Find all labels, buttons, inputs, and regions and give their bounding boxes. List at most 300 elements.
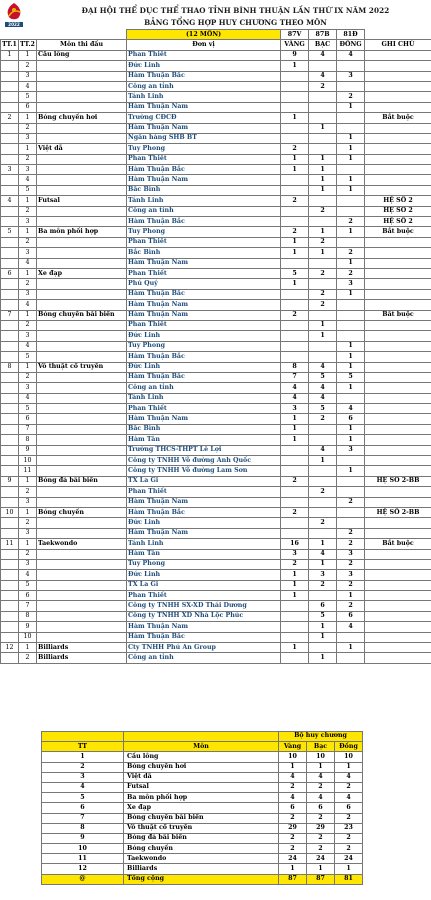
medal-detail-table xyxy=(0,29,431,664)
row-tt2: 6 xyxy=(19,414,37,424)
row-gold: 3 xyxy=(281,404,309,414)
row-sport xyxy=(37,123,127,133)
row-unit: Hàm Thuận Bắc xyxy=(127,372,281,382)
row-gold xyxy=(281,487,309,497)
row-tt2: 7 xyxy=(19,424,37,434)
row-gold xyxy=(281,206,309,216)
row-tt2: 3 xyxy=(19,133,37,143)
row-unit: Hàm Thuận Bắc xyxy=(127,352,281,362)
row-note xyxy=(365,570,431,580)
summary-row xyxy=(42,813,363,823)
medal-row xyxy=(1,404,431,414)
row-tt1 xyxy=(1,414,19,424)
row-unit: Bắc Bình xyxy=(127,248,281,258)
row-gold: 7 xyxy=(281,372,309,382)
sum-sport: Xe đạp xyxy=(124,803,279,813)
sum-tt: 1 xyxy=(42,752,124,762)
row-silver: 1 xyxy=(309,559,337,569)
row-bronze: 1 xyxy=(337,258,365,268)
row-unit: Đức Linh xyxy=(127,518,281,528)
row-sport: Taekwondo xyxy=(37,539,127,549)
row-gold xyxy=(281,601,309,611)
row-silver: 4 xyxy=(309,362,337,372)
row-unit: Hàm Thuận Bắc xyxy=(127,632,281,642)
row-tt1 xyxy=(1,528,19,538)
row-note xyxy=(365,71,431,81)
row-tt2: 1 xyxy=(19,227,37,237)
row-sport xyxy=(37,497,127,507)
summary-row xyxy=(42,752,363,762)
row-sport xyxy=(37,175,127,185)
row-tt2: 4 xyxy=(19,393,37,403)
row-tt2: 3 xyxy=(19,497,37,507)
row-tt1: 8 xyxy=(1,362,19,372)
row-note xyxy=(365,154,431,164)
row-silver: 3 xyxy=(309,570,337,580)
row-silver: 1 xyxy=(309,653,337,663)
sum-gold: 24 xyxy=(279,854,307,864)
row-tt1 xyxy=(1,497,19,507)
row-sport xyxy=(37,279,127,289)
row-bronze: 1 xyxy=(337,643,365,653)
row-tt1 xyxy=(1,404,19,414)
row-note xyxy=(365,279,431,289)
row-sport xyxy=(37,71,127,81)
row-gold: 2 xyxy=(281,559,309,569)
row-sport xyxy=(37,92,127,102)
medal-row xyxy=(1,393,431,403)
row-gold: 9 xyxy=(281,50,309,60)
row-silver xyxy=(309,528,337,538)
row-tt2: 3 xyxy=(19,248,37,258)
row-tt1 xyxy=(1,549,19,559)
medal-row xyxy=(1,175,431,185)
row-bronze xyxy=(337,476,365,486)
medal-row xyxy=(1,632,431,642)
row-silver: 2 xyxy=(309,300,337,310)
sum-sport: Bóng chuyền hơi xyxy=(124,762,279,772)
row-unit: Hàm Thuận Nam xyxy=(127,123,281,133)
row-tt1 xyxy=(1,258,19,268)
medal-row xyxy=(1,71,431,81)
row-tt1 xyxy=(1,133,19,143)
row-note xyxy=(365,362,431,372)
row-tt1: 10 xyxy=(1,507,19,517)
row-note: Bắt buộc xyxy=(365,113,431,123)
sum-tt: 9 xyxy=(42,833,124,843)
row-tt1: 9 xyxy=(1,476,19,486)
medal-row xyxy=(1,611,431,621)
sum-silver: 2 xyxy=(307,782,335,792)
row-sport xyxy=(37,611,127,621)
row-tt2: 2 xyxy=(19,237,37,247)
row-unit: Hàm Tân xyxy=(127,549,281,559)
row-silver xyxy=(309,92,337,102)
row-tt1: 6 xyxy=(1,268,19,278)
row-tt1 xyxy=(1,154,19,164)
row-silver xyxy=(309,279,337,289)
row-gold xyxy=(281,258,309,268)
row-note xyxy=(365,237,431,247)
row-tt2: 1 xyxy=(19,310,37,320)
medal-row xyxy=(1,144,431,154)
row-tt2: 3 xyxy=(19,559,37,569)
row-tt1: 3 xyxy=(1,165,19,175)
row-gold: 8 xyxy=(281,362,309,372)
row-bronze: 1 xyxy=(337,133,365,143)
row-gold xyxy=(281,81,309,91)
row-tt1: 1 xyxy=(1,50,19,60)
column-header-row xyxy=(1,40,431,50)
row-unit: Tuy Phong xyxy=(127,559,281,569)
row-tt2: 6 xyxy=(19,102,37,112)
row-sport xyxy=(37,81,127,91)
row-silver: 1 xyxy=(309,248,337,258)
row-silver: 4 xyxy=(309,549,337,559)
page-title: ĐẠI HỘI THỂ DỤC THỂ THAO TỈNH BÌNH THUẬN LẦN THỨ IX NĂM 2022 xyxy=(81,6,390,15)
row-bronze: 1 xyxy=(337,185,365,195)
summary-group-header-row xyxy=(42,732,363,742)
col-bronze-header: ĐỒNG xyxy=(337,40,365,50)
sum-sport: Ba môn phối hợp xyxy=(124,793,279,803)
row-unit: Hàm Thuận Bắc xyxy=(127,71,281,81)
medal-row xyxy=(1,310,431,320)
sum-col-tt-header: TT xyxy=(42,742,124,752)
row-sport xyxy=(37,570,127,580)
row-bronze: 3 xyxy=(337,570,365,580)
medal-row xyxy=(1,445,431,455)
sum-sport: Bóng chuyền xyxy=(124,844,279,854)
row-note xyxy=(365,185,431,195)
row-gold xyxy=(281,175,309,185)
row-tt1 xyxy=(1,289,19,299)
summary-row xyxy=(42,762,363,772)
medal-row xyxy=(1,50,431,60)
row-sport: Bóng chuyền hơi xyxy=(37,113,127,123)
row-tt1 xyxy=(1,383,19,393)
row-silver xyxy=(309,310,337,320)
summary-row xyxy=(42,833,363,843)
row-unit: Hàm Thuận Nam xyxy=(127,300,281,310)
row-tt2: 2 xyxy=(19,372,37,382)
row-unit: Tuy Phong xyxy=(127,144,281,154)
row-bronze xyxy=(337,165,365,175)
row-sport xyxy=(37,61,127,71)
col-gold-header: VÀNG xyxy=(281,40,309,50)
medal-row xyxy=(1,424,431,434)
row-tt1 xyxy=(1,81,19,91)
row-silver: 4 xyxy=(309,50,337,60)
medal-row xyxy=(1,549,431,559)
row-tt2: 3 xyxy=(19,71,37,81)
sum-col-gold-header: Vàng xyxy=(279,742,307,752)
row-silver: 1 xyxy=(309,622,337,632)
row-bronze: 1 xyxy=(337,341,365,351)
row-sport: Việt dã xyxy=(37,144,127,154)
row-unit: Tuy Phong xyxy=(127,227,281,237)
row-unit: Phan Thiết xyxy=(127,50,281,60)
row-sport xyxy=(37,393,127,403)
row-bronze: 1 xyxy=(337,466,365,476)
row-gold xyxy=(281,123,309,133)
row-tt2: 3 xyxy=(19,383,37,393)
row-silver xyxy=(309,133,337,143)
row-sport xyxy=(37,300,127,310)
row-tt2: 1 xyxy=(19,476,37,486)
row-sport: Billiards xyxy=(37,643,127,653)
medal-row xyxy=(1,81,431,91)
row-gold: 1 xyxy=(281,61,309,71)
row-bronze: 1 xyxy=(337,144,365,154)
row-tt2: 9 xyxy=(19,622,37,632)
row-tt1 xyxy=(1,92,19,102)
sum-gold: 4 xyxy=(279,772,307,782)
row-unit: Phan Thiết xyxy=(127,237,281,247)
row-gold: 4 xyxy=(281,393,309,403)
row-tt1 xyxy=(1,341,19,351)
row-gold: 2 xyxy=(281,227,309,237)
sum-bronze: 4 xyxy=(335,772,363,782)
sum-silver: 4 xyxy=(307,793,335,803)
row-tt2: 1 xyxy=(19,113,37,123)
row-tt1: 11 xyxy=(1,539,19,549)
row-silver: 2 xyxy=(309,289,337,299)
page-subtitle: BẢNG TỔNG HỢP HUY CHƯƠNG THEO MÔN xyxy=(144,18,327,27)
row-unit: Bắc Bình xyxy=(127,185,281,195)
row-silver: 2 xyxy=(309,518,337,528)
row-tt1 xyxy=(1,331,19,341)
row-tt2: 4 xyxy=(19,175,37,185)
sum-tt: 12 xyxy=(42,864,124,874)
row-bronze xyxy=(337,487,365,497)
row-bronze: 1 xyxy=(337,362,365,372)
row-sport xyxy=(37,591,127,601)
row-gold xyxy=(281,92,309,102)
row-bronze: 1 xyxy=(337,352,365,362)
medal-row xyxy=(1,206,431,216)
row-unit: Bắc Bình xyxy=(127,424,281,434)
row-bronze: 1 xyxy=(337,591,365,601)
row-unit: Hàm Thuận Nam xyxy=(127,497,281,507)
row-gold: 2 xyxy=(281,476,309,486)
row-bronze xyxy=(337,632,365,642)
row-tt2: 2 xyxy=(19,487,37,497)
row-silver: 1 xyxy=(309,123,337,133)
row-gold xyxy=(281,466,309,476)
sum-bronze: 1 xyxy=(335,864,363,874)
row-note xyxy=(365,591,431,601)
sum-silver: 1 xyxy=(307,864,335,874)
summary-row xyxy=(42,772,363,782)
row-gold: 1 xyxy=(281,154,309,164)
medal-row xyxy=(1,123,431,133)
row-unit: Hàm Thuận Nam xyxy=(127,622,281,632)
row-note xyxy=(365,435,431,445)
row-tt2: 1 xyxy=(19,507,37,517)
row-gold: 1 xyxy=(281,424,309,434)
row-bronze xyxy=(337,300,365,310)
medal-row xyxy=(1,331,431,341)
row-tt2: 1 xyxy=(19,144,37,154)
row-unit: Hàm Thuận Bắc xyxy=(127,507,281,517)
row-gold xyxy=(281,518,309,528)
row-gold xyxy=(281,289,309,299)
row-note xyxy=(365,268,431,278)
row-gold: 16 xyxy=(281,539,309,549)
medal-row xyxy=(1,497,431,507)
row-bronze: 3 xyxy=(337,549,365,559)
row-tt2: 7 xyxy=(19,601,37,611)
row-silver xyxy=(309,258,337,268)
row-note xyxy=(365,466,431,476)
row-note xyxy=(365,424,431,434)
row-silver xyxy=(309,217,337,227)
sum-tt: 3 xyxy=(42,772,124,782)
row-unit: Tánh Linh xyxy=(127,196,281,206)
row-silver: 1 xyxy=(309,227,337,237)
sum-col-bronze-header: Đồng xyxy=(335,742,363,752)
row-tt1 xyxy=(1,352,19,362)
row-sport xyxy=(37,414,127,424)
row-silver: 2 xyxy=(309,268,337,278)
medal-row xyxy=(1,248,431,258)
row-tt1 xyxy=(1,320,19,330)
row-sport xyxy=(37,528,127,538)
row-unit: Cty TNHH Phú An Group xyxy=(127,643,281,653)
row-sport xyxy=(37,559,127,569)
row-tt2: 3 xyxy=(19,289,37,299)
sum-silver: 24 xyxy=(307,854,335,864)
medal-row xyxy=(1,352,431,362)
row-sport xyxy=(37,404,127,414)
row-bronze: 1 xyxy=(337,435,365,445)
row-sport: Bóng đá bãi biển xyxy=(37,476,127,486)
sum-gold: 1 xyxy=(279,864,307,874)
row-gold: 1 xyxy=(281,237,309,247)
row-unit: Hàm Thuận Nam xyxy=(127,258,281,268)
event-logo-icon xyxy=(3,2,25,28)
row-tt1 xyxy=(1,445,19,455)
row-bronze xyxy=(337,237,365,247)
row-bronze xyxy=(337,320,365,330)
row-tt2: 3 xyxy=(19,217,37,227)
row-gold: 1 xyxy=(281,165,309,175)
row-bronze: 1 xyxy=(337,154,365,164)
row-unit: Trường CĐCĐ xyxy=(127,113,281,123)
row-note xyxy=(365,175,431,185)
row-silver xyxy=(309,435,337,445)
row-bronze xyxy=(337,507,365,517)
sum-col-silver-header: Bạc xyxy=(307,742,335,752)
row-bronze: 2 xyxy=(337,528,365,538)
row-tt1 xyxy=(1,61,19,71)
row-note: HỆ SỐ 2 xyxy=(365,206,431,216)
row-bronze: 4 xyxy=(337,622,365,632)
row-tt2: 9 xyxy=(19,445,37,455)
row-sport xyxy=(37,206,127,216)
sum-silver: 2 xyxy=(307,833,335,843)
row-unit: Công an tỉnh xyxy=(127,81,281,91)
summary-row xyxy=(42,823,363,833)
row-note xyxy=(365,559,431,569)
sum-sport: Futsal xyxy=(124,782,279,792)
row-tt1 xyxy=(1,653,19,663)
row-tt2: 2 xyxy=(19,279,37,289)
medal-row xyxy=(1,217,431,227)
sum-bronze: 10 xyxy=(335,752,363,762)
row-gold xyxy=(281,71,309,81)
row-sport xyxy=(37,466,127,476)
row-tt1 xyxy=(1,144,19,154)
row-gold xyxy=(281,611,309,621)
medal-row xyxy=(1,154,431,164)
sum-tt: 4 xyxy=(42,782,124,792)
medal-row xyxy=(1,268,431,278)
row-tt2: 4 xyxy=(19,570,37,580)
row-bronze xyxy=(337,196,365,206)
row-unit: Đức Linh xyxy=(127,331,281,341)
row-gold xyxy=(281,341,309,351)
medal-row xyxy=(1,476,431,486)
row-bronze xyxy=(337,123,365,133)
medal-row xyxy=(1,165,431,175)
row-bronze xyxy=(337,113,365,123)
row-note xyxy=(365,352,431,362)
medal-row xyxy=(1,237,431,247)
row-gold: 2 xyxy=(281,507,309,517)
silver-total-label: 87B xyxy=(309,30,337,40)
row-tt1 xyxy=(1,424,19,434)
row-tt1 xyxy=(1,71,19,81)
row-tt2: 1 xyxy=(19,643,37,653)
row-note xyxy=(365,331,431,341)
summary-row xyxy=(42,803,363,813)
medal-row xyxy=(1,61,431,71)
row-bronze xyxy=(337,206,365,216)
row-bronze: 2 xyxy=(337,580,365,590)
row-gold xyxy=(281,133,309,143)
col-silver-header: BẠC xyxy=(309,40,337,50)
bronze-total-label: 81Đ xyxy=(337,30,365,40)
row-gold: 1 xyxy=(281,580,309,590)
row-unit: Đức Linh xyxy=(127,570,281,580)
row-bronze: 3 xyxy=(337,445,365,455)
row-silver: 2 xyxy=(309,580,337,590)
row-bronze: 1 xyxy=(337,424,365,434)
row-unit: Hàm Thuận Nam xyxy=(127,310,281,320)
row-note xyxy=(365,528,431,538)
row-sport: Cầu lông xyxy=(37,50,127,60)
row-tt1: 2 xyxy=(1,113,19,123)
sum-tt: 10 xyxy=(42,844,124,854)
row-note xyxy=(365,289,431,299)
row-tt1 xyxy=(1,559,19,569)
summary-row xyxy=(42,782,363,792)
row-bronze: 6 xyxy=(337,611,365,621)
row-silver: 2 xyxy=(309,487,337,497)
row-silver: 1 xyxy=(309,320,337,330)
row-unit: Công an tỉnh xyxy=(127,383,281,393)
row-unit: Phan Thiết xyxy=(127,154,281,164)
medal-row xyxy=(1,643,431,653)
row-note xyxy=(365,92,431,102)
row-sport xyxy=(37,248,127,258)
row-note xyxy=(365,341,431,351)
medal-row xyxy=(1,435,431,445)
row-bronze: 1 xyxy=(337,175,365,185)
summary-row xyxy=(42,793,363,803)
row-tt1 xyxy=(1,185,19,195)
